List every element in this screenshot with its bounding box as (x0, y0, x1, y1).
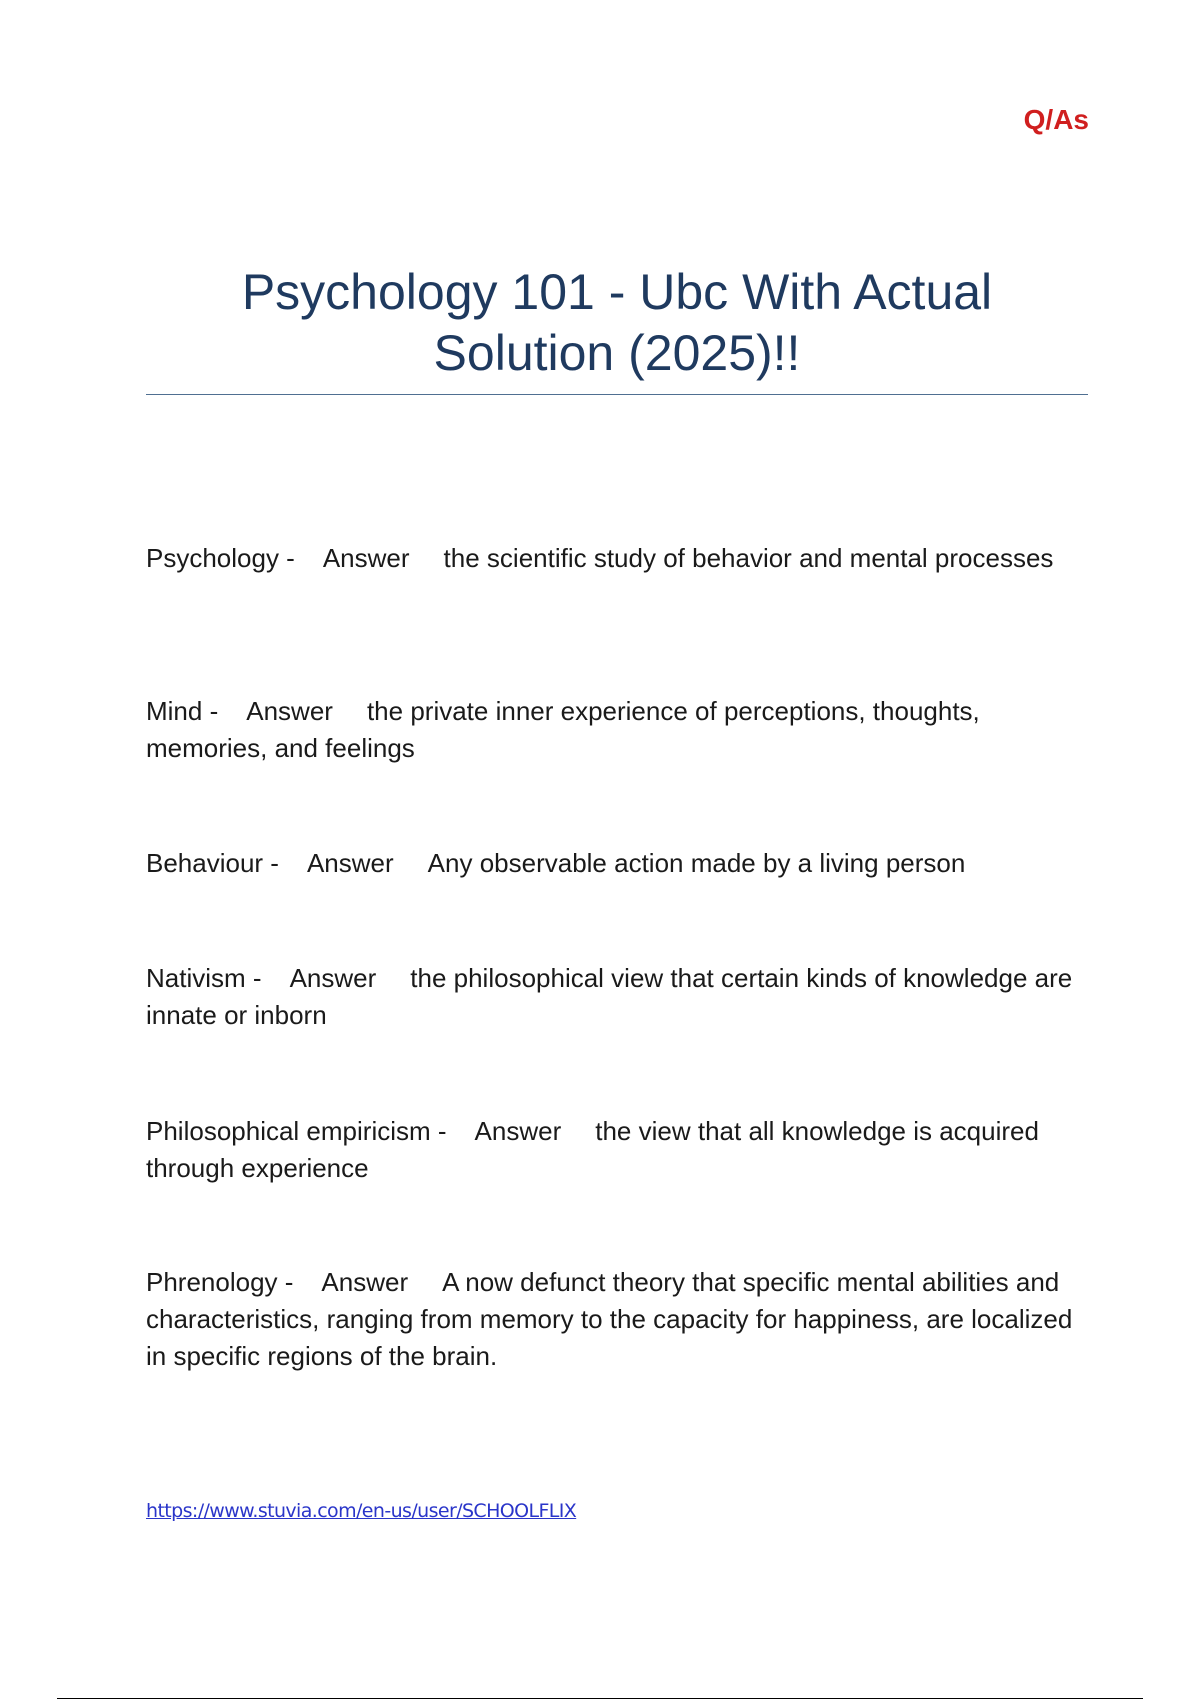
qa-answer-label: Answer (321, 1267, 409, 1297)
document-title (146, 262, 1088, 384)
source-link[interactable]: https://www.stuvia.com/en-us/user/SCHOOLFLIX (146, 1500, 577, 1522)
qa-header-label: Q/As (1023, 104, 1089, 135)
qa-definition: A now defunct theory that specific mental abilities and characteristics, ranging from memory to the capacity for happiness, are localized in specific regions of the brain. (146, 1267, 1073, 1371)
qa-answer-label: Answer (246, 696, 333, 726)
qa-term: Nativism - (146, 963, 262, 993)
qa-item-phrenology (146, 1264, 1096, 1375)
qa-term: Phrenology - (146, 1267, 294, 1297)
qa-item-nativism (146, 960, 1096, 1034)
qa-term: Behaviour - (146, 848, 279, 878)
qa-answer-label: Answer (474, 1116, 562, 1146)
qa-term: Philosophical empiricism - (146, 1116, 447, 1146)
footer-divider (57, 1698, 1143, 1699)
qa-item-behaviour (146, 845, 1096, 882)
title-block (146, 262, 1088, 395)
qa-definition: the private inner experience of perceptions, thoughts, memories, and feelings (146, 696, 980, 763)
qa-item-psychology (146, 540, 1096, 577)
qa-answer-label: Answer (306, 848, 394, 878)
qa-definition: the philosophical view that certain kinds of knowledge are innate or inborn (146, 963, 1073, 1030)
document-title-line-2: Solution (2025)!! (433, 325, 801, 381)
qa-item-philosophical-empiricism (146, 1113, 1096, 1187)
qa-answer-label: Answer (322, 543, 410, 573)
document-title-line-1: Psychology 101 - Ubc With Actual (241, 264, 993, 320)
qa-definition: the scientific study of behavior and mental processes (443, 543, 1054, 573)
qa-term: Psychology - (146, 543, 295, 573)
qa-definition: Any observable action made by a living person (427, 848, 966, 878)
qa-term: Mind - (146, 696, 219, 726)
qa-definition: the view that all knowledge is acquired through experience (146, 1116, 1039, 1183)
qa-answer-label: Answer (289, 963, 377, 993)
qa-item-mind (146, 693, 1096, 767)
